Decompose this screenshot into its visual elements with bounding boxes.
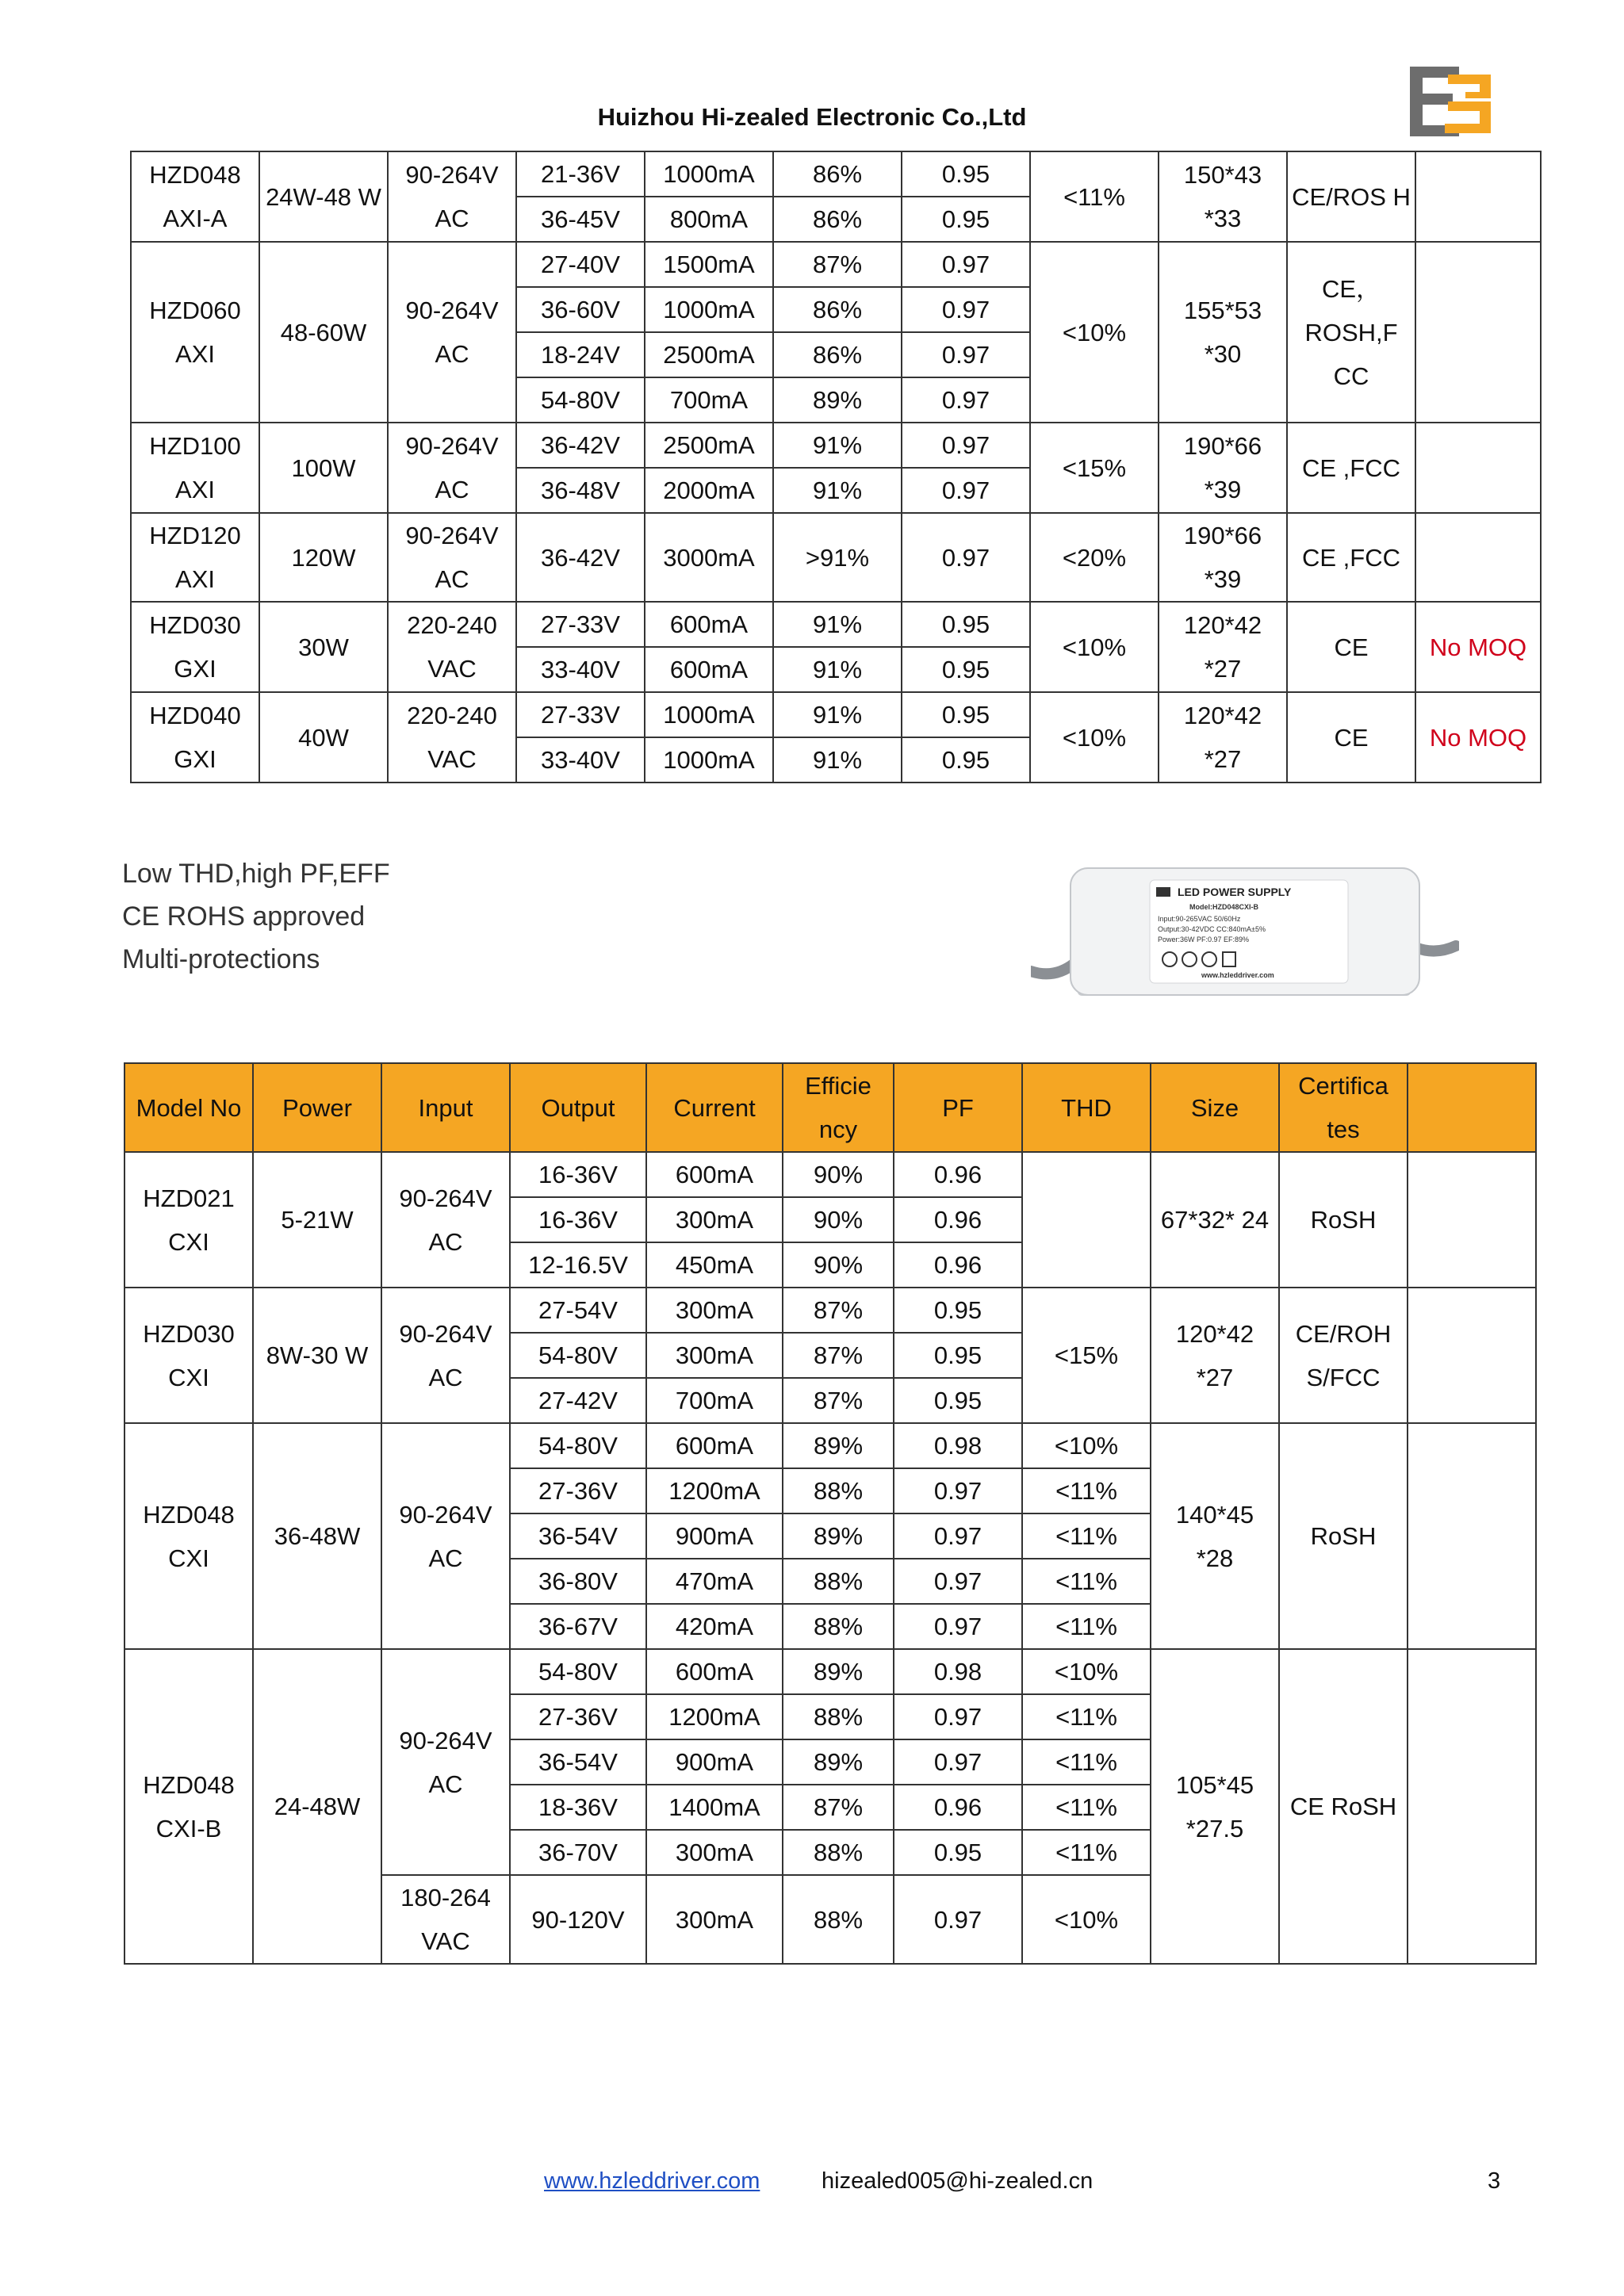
- website-link[interactable]: www.hzleddriver.com: [544, 2168, 760, 2194]
- output-cell: 16-36V: [510, 1197, 646, 1242]
- size-cell: 190*66 *39: [1159, 513, 1287, 602]
- pf-cell: 0.95: [902, 737, 1030, 783]
- efficiency-cell: 88%: [783, 1875, 894, 1964]
- output-cell: 36-60V: [516, 287, 645, 332]
- output-cell: 36-80V: [510, 1559, 646, 1604]
- spec-table-cxi: [124, 1062, 1537, 1965]
- current-cell: 300mA: [646, 1333, 783, 1378]
- company-logo: [1404, 62, 1499, 141]
- product-label-website: www.hzleddriver.com: [1201, 971, 1274, 979]
- certificate-cell: CE: [1287, 602, 1415, 692]
- efficiency-cell: 89%: [783, 1423, 894, 1468]
- output-cell: 27-42V: [510, 1378, 646, 1423]
- output-cell: 27-33V: [516, 602, 645, 647]
- power-cell: 24W-48 W: [259, 151, 388, 242]
- output-cell: 33-40V: [516, 647, 645, 692]
- column-header: Input: [381, 1063, 510, 1152]
- thd-cell: <10%: [1022, 1649, 1151, 1694]
- output-cell: 36-42V: [516, 513, 645, 602]
- size-cell: 150*43 *33: [1159, 151, 1287, 242]
- output-cell: 54-80V: [516, 377, 645, 423]
- efficiency-cell: 88%: [783, 1559, 894, 1604]
- certificate-cell: CE ,FCC: [1287, 423, 1415, 513]
- efficiency-cell: 89%: [783, 1513, 894, 1559]
- size-cell: 120*42 *27: [1159, 692, 1287, 783]
- certificate-cell: CE， ROSH,F CC: [1287, 242, 1415, 423]
- efficiency-cell: 87%: [783, 1333, 894, 1378]
- output-cell: 27-54V: [510, 1288, 646, 1333]
- power-cell: 48-60W: [259, 242, 388, 423]
- note-cell: [1408, 1288, 1536, 1423]
- model-cell: HZD120 AXI: [131, 513, 259, 602]
- current-cell: 600mA: [645, 602, 773, 647]
- certificate-cell: CE: [1287, 692, 1415, 783]
- table-row: [131, 602, 1541, 647]
- pf-cell: 0.97: [902, 332, 1030, 377]
- efficiency-cell: 87%: [783, 1785, 894, 1830]
- output-cell: 33-40V: [516, 737, 645, 783]
- column-header: Efficie ncy: [783, 1063, 894, 1152]
- thd-cell: <10%: [1030, 242, 1159, 423]
- thd-cell: <20%: [1030, 513, 1159, 602]
- model-cell: HZD060 AXI: [131, 242, 259, 423]
- thd-cell: <15%: [1030, 423, 1159, 513]
- output-cell: 54-80V: [510, 1333, 646, 1378]
- column-header: Output: [510, 1063, 646, 1152]
- power-cell: 36-48W: [253, 1423, 381, 1649]
- pf-cell: 0.97: [894, 1559, 1022, 1604]
- pf-cell: 0.97: [902, 287, 1030, 332]
- output-cell: 27-33V: [516, 692, 645, 737]
- pf-cell: 0.95: [894, 1830, 1022, 1875]
- certificate-cell: RoSH: [1279, 1152, 1408, 1288]
- size-cell: 120*42 *27: [1151, 1288, 1279, 1423]
- thd-cell: <11%: [1022, 1604, 1151, 1649]
- column-header: Power: [253, 1063, 381, 1152]
- table-row: [131, 423, 1541, 468]
- email-address: hizealed005@hi-zealed.cn: [822, 2168, 1094, 2194]
- size-cell: 105*45 *27.5: [1151, 1649, 1279, 1964]
- current-cell: 600mA: [645, 647, 773, 692]
- efficiency-cell: 89%: [783, 1739, 894, 1785]
- output-cell: 36-54V: [510, 1513, 646, 1559]
- thd-cell: <10%: [1030, 692, 1159, 783]
- product-label-input: Input:90-265VAC 50/60Hz: [1158, 915, 1241, 923]
- current-cell: 300mA: [646, 1875, 783, 1964]
- current-cell: 3000mA: [645, 513, 773, 602]
- output-cell: 90-120V: [510, 1875, 646, 1964]
- note-cell: [1415, 242, 1541, 423]
- power-cell: 40W: [259, 692, 388, 783]
- pf-cell: 0.97: [894, 1513, 1022, 1559]
- pf-cell: 0.97: [902, 468, 1030, 513]
- size-cell: 155*53 *30: [1159, 242, 1287, 423]
- output-cell: 54-80V: [510, 1423, 646, 1468]
- column-header: Model No: [124, 1063, 253, 1152]
- input-cell: 220-240 VAC: [388, 602, 516, 692]
- efficiency-cell: 89%: [783, 1649, 894, 1694]
- pf-cell: 0.96: [894, 1197, 1022, 1242]
- note-cell: [1408, 1423, 1536, 1649]
- product-label-model: Model:HZD048CXI-B: [1189, 903, 1259, 911]
- pf-cell: 0.98: [894, 1423, 1022, 1468]
- output-cell: 27-36V: [510, 1468, 646, 1513]
- feature-item: Multi-protections: [122, 944, 320, 974]
- current-cell: 300mA: [646, 1288, 783, 1333]
- table-row: [124, 1288, 1536, 1333]
- current-cell: 470mA: [646, 1559, 783, 1604]
- thd-cell: <11%: [1022, 1559, 1151, 1604]
- note-cell: No MOQ: [1415, 692, 1541, 783]
- pf-cell: 0.95: [894, 1333, 1022, 1378]
- output-cell: 18-24V: [516, 332, 645, 377]
- output-cell: 36-67V: [510, 1604, 646, 1649]
- pf-cell: 0.97: [902, 513, 1030, 602]
- table-row: [131, 692, 1541, 737]
- input-cell: 90-264V AC: [381, 1649, 510, 1875]
- output-cell: 12-16.5V: [510, 1242, 646, 1288]
- output-cell: 27-40V: [516, 242, 645, 287]
- current-cell: 2500mA: [645, 423, 773, 468]
- thd-cell: <10%: [1030, 602, 1159, 692]
- pf-cell: 0.97: [894, 1739, 1022, 1785]
- power-cell: 24-48W: [253, 1649, 381, 1964]
- pf-cell: 0.95: [894, 1378, 1022, 1423]
- page-number: 3: [1488, 2168, 1501, 2194]
- product-label-power: Power:36W PF:0.97 EF:89%: [1158, 936, 1250, 943]
- pf-cell: 0.97: [902, 377, 1030, 423]
- product-label-output: Output:30-42VDC CC:840mA±5%: [1158, 925, 1266, 933]
- thd-cell: <11%: [1022, 1785, 1151, 1830]
- efficiency-cell: 88%: [783, 1694, 894, 1739]
- certificate-cell: CE RoSH: [1279, 1649, 1408, 1964]
- efficiency-cell: 87%: [783, 1378, 894, 1423]
- company-name: Huizhou Hi-zealed Electronic Co.,Ltd: [597, 103, 1027, 131]
- spec-table-axi-gxi: [130, 151, 1542, 783]
- size-cell: 67*32* 24: [1151, 1152, 1279, 1288]
- pf-cell: 0.95: [902, 151, 1030, 197]
- current-cell: 300mA: [646, 1830, 783, 1875]
- current-cell: 700mA: [645, 377, 773, 423]
- efficiency-cell: 88%: [783, 1468, 894, 1513]
- current-cell: 600mA: [646, 1152, 783, 1197]
- current-cell: 1200mA: [646, 1468, 783, 1513]
- power-cell: 100W: [259, 423, 388, 513]
- pf-cell: 0.95: [902, 602, 1030, 647]
- efficiency-cell: 89%: [773, 377, 902, 423]
- certificate-cell: CE ,FCC: [1287, 513, 1415, 602]
- model-cell: HZD100 AXI: [131, 423, 259, 513]
- efficiency-cell: 91%: [773, 423, 902, 468]
- efficiency-cell: 86%: [773, 287, 902, 332]
- pf-cell: 0.97: [894, 1604, 1022, 1649]
- output-cell: 21-36V: [516, 151, 645, 197]
- pf-cell: 0.97: [894, 1468, 1022, 1513]
- output-cell: 27-36V: [510, 1694, 646, 1739]
- feature-item: Low THD,high PF,EFF: [122, 859, 390, 889]
- output-cell: 18-36V: [510, 1785, 646, 1830]
- pf-cell: 0.97: [894, 1875, 1022, 1964]
- efficiency-cell: 91%: [773, 602, 902, 647]
- current-cell: 800mA: [645, 197, 773, 242]
- input-cell: 220-240 VAC: [388, 692, 516, 783]
- efficiency-cell: 86%: [773, 332, 902, 377]
- current-cell: 600mA: [646, 1649, 783, 1694]
- current-cell: 900mA: [646, 1513, 783, 1559]
- pf-cell: 0.97: [902, 242, 1030, 287]
- thd-cell: <11%: [1030, 151, 1159, 242]
- efficiency-cell: 87%: [773, 242, 902, 287]
- thd-cell: <10%: [1022, 1875, 1151, 1964]
- column-header: THD: [1022, 1063, 1151, 1152]
- thd-cell: <11%: [1022, 1513, 1151, 1559]
- output-cell: 36-45V: [516, 197, 645, 242]
- thd-cell: <11%: [1022, 1830, 1151, 1875]
- current-cell: 1000mA: [645, 151, 773, 197]
- feature-list: [122, 852, 390, 981]
- note-cell: No MOQ: [1415, 602, 1541, 692]
- thd-cell: <11%: [1022, 1739, 1151, 1785]
- output-cell: 36-54V: [510, 1739, 646, 1785]
- efficiency-cell: 88%: [783, 1604, 894, 1649]
- note-cell: [1415, 151, 1541, 242]
- pf-cell: 0.95: [902, 692, 1030, 737]
- model-cell: HZD030 CXI: [124, 1288, 253, 1423]
- efficiency-cell: 91%: [773, 692, 902, 737]
- output-cell: 54-80V: [510, 1649, 646, 1694]
- table-row: [124, 1649, 1536, 1694]
- size-cell: 120*42 *27: [1159, 602, 1287, 692]
- current-cell: 2500mA: [645, 332, 773, 377]
- pf-cell: 0.95: [902, 197, 1030, 242]
- current-cell: 420mA: [646, 1604, 783, 1649]
- current-cell: 1500mA: [645, 242, 773, 287]
- pf-cell: 0.96: [894, 1152, 1022, 1197]
- current-cell: 1000mA: [645, 692, 773, 737]
- model-cell: HZD048 CXI: [124, 1423, 253, 1649]
- current-cell: 2000mA: [645, 468, 773, 513]
- table-row: [131, 242, 1541, 287]
- pf-cell: 0.96: [894, 1785, 1022, 1830]
- input-cell: 90-264V AC: [381, 1423, 510, 1649]
- pf-cell: 0.96: [894, 1242, 1022, 1288]
- efficiency-cell: 90%: [783, 1152, 894, 1197]
- input-cell: 90-264V AC: [388, 151, 516, 242]
- input-cell: 90-264V AC: [388, 242, 516, 423]
- power-cell: 5-21W: [253, 1152, 381, 1288]
- current-cell: 600mA: [646, 1423, 783, 1468]
- efficiency-cell: 86%: [773, 197, 902, 242]
- efficiency-cell: >91%: [773, 513, 902, 602]
- current-cell: 1000mA: [645, 287, 773, 332]
- size-cell: 190*66 *39: [1159, 423, 1287, 513]
- thd-cell: <11%: [1022, 1694, 1151, 1739]
- efficiency-cell: 90%: [783, 1242, 894, 1288]
- table-row: [131, 513, 1541, 602]
- certificate-cell: CE/ROS H: [1287, 151, 1415, 242]
- thd-cell: <10%: [1022, 1423, 1151, 1468]
- thd-cell: [1022, 1152, 1151, 1288]
- pf-cell: 0.97: [894, 1694, 1022, 1739]
- power-cell: 120W: [259, 513, 388, 602]
- model-cell: HZD030 GXI: [131, 602, 259, 692]
- current-cell: 1200mA: [646, 1694, 783, 1739]
- output-cell: 36-48V: [516, 468, 645, 513]
- efficiency-cell: 91%: [773, 468, 902, 513]
- input-cell: 90-264V AC: [381, 1288, 510, 1423]
- power-cell: 8W-30 W: [253, 1288, 381, 1423]
- size-cell: 140*45 *28: [1151, 1423, 1279, 1649]
- note-cell: [1408, 1152, 1536, 1288]
- current-cell: 700mA: [646, 1378, 783, 1423]
- pf-cell: 0.95: [894, 1288, 1022, 1333]
- model-cell: HZD040 GXI: [131, 692, 259, 783]
- column-header: [1408, 1063, 1536, 1152]
- current-cell: 450mA: [646, 1242, 783, 1288]
- note-cell: [1408, 1649, 1536, 1964]
- pf-cell: 0.97: [902, 423, 1030, 468]
- efficiency-cell: 88%: [783, 1830, 894, 1875]
- current-cell: 1400mA: [646, 1785, 783, 1830]
- thd-cell: <15%: [1022, 1288, 1151, 1423]
- table-row: [124, 1152, 1536, 1197]
- pf-cell: 0.95: [902, 647, 1030, 692]
- pf-cell: 0.98: [894, 1649, 1022, 1694]
- input-cell: 90-264V AC: [388, 513, 516, 602]
- output-cell: 36-70V: [510, 1830, 646, 1875]
- efficiency-cell: 86%: [773, 151, 902, 197]
- efficiency-cell: 90%: [783, 1197, 894, 1242]
- certificate-cell: RoSH: [1279, 1423, 1408, 1649]
- thd-cell: <11%: [1022, 1468, 1151, 1513]
- led-driver-photo: [1031, 852, 1459, 1035]
- power-cell: 30W: [259, 602, 388, 692]
- column-header: Current: [646, 1063, 783, 1152]
- note-cell: [1415, 423, 1541, 513]
- product-label-title: LED POWER SUPPLY: [1178, 886, 1292, 898]
- column-header: Size: [1151, 1063, 1279, 1152]
- input-cell: 90-264V AC: [388, 423, 516, 513]
- model-cell: HZD048 AXI-A: [131, 151, 259, 242]
- efficiency-cell: 91%: [773, 647, 902, 692]
- output-cell: 16-36V: [510, 1152, 646, 1197]
- current-cell: 900mA: [646, 1739, 783, 1785]
- input-cell: 180-264 VAC: [381, 1875, 510, 1964]
- feature-item: CE ROHS approved: [122, 901, 366, 932]
- output-cell: 36-42V: [516, 423, 645, 468]
- column-header: Certifica tes: [1279, 1063, 1408, 1152]
- model-cell: HZD048 CXI-B: [124, 1649, 253, 1964]
- input-cell: 90-264V AC: [381, 1152, 510, 1288]
- efficiency-cell: 87%: [783, 1288, 894, 1333]
- current-cell: 300mA: [646, 1197, 783, 1242]
- note-cell: [1415, 513, 1541, 602]
- efficiency-cell: 91%: [773, 737, 902, 783]
- column-header: PF: [894, 1063, 1022, 1152]
- table-header-row: [124, 1063, 1536, 1152]
- certificate-cell: CE/ROH S/FCC: [1279, 1288, 1408, 1423]
- current-cell: 1000mA: [645, 737, 773, 783]
- model-cell: HZD021 CXI: [124, 1152, 253, 1288]
- table-row: [124, 1423, 1536, 1468]
- table-row: [131, 151, 1541, 197]
